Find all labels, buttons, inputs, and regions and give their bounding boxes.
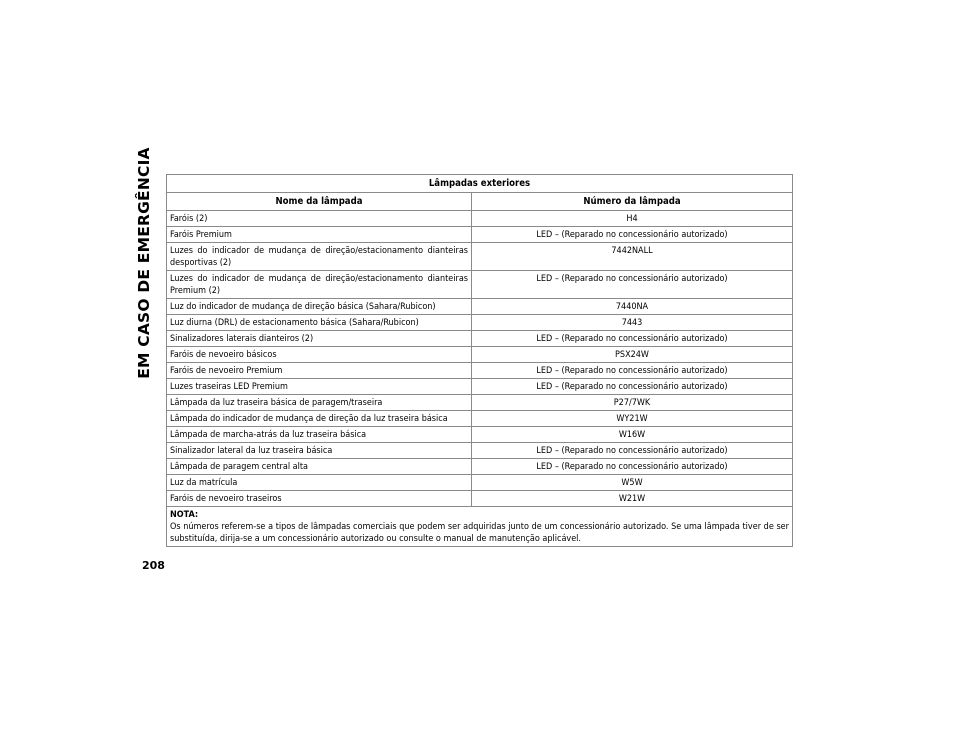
table-row — [167, 443, 793, 459]
lamp-name: Faróis de nevoeiro Premium — [167, 363, 472, 379]
lamp-number: 7440NA — [472, 299, 793, 315]
table-row — [167, 395, 793, 411]
lamp-number: LED – (Reparado no concessionário autorizado) — [472, 379, 793, 395]
lamp-name: Faróis (2) — [167, 211, 472, 227]
table-row — [167, 411, 793, 427]
lamp-number: W21W — [472, 491, 793, 507]
lamp-name: Luz diurna (DRL) de estacionamento básica (Sahara/Rubicon) — [167, 315, 472, 331]
lamp-name: Lâmpada do indicador de mudança de direção da luz traseira básica — [167, 411, 472, 427]
lamp-number: LED – (Reparado no concessionário autorizado) — [472, 331, 793, 347]
lamp-number: LED – (Reparado no concessionário autorizado) — [472, 443, 793, 459]
table-row — [167, 243, 793, 271]
lamp-number: 7442NALL — [472, 243, 793, 271]
header-lamp-number: Número da lâmpada — [472, 193, 793, 211]
page-number: 208 — [142, 559, 165, 572]
lamp-number: W5W — [472, 475, 793, 491]
table-row — [167, 363, 793, 379]
table-row — [167, 211, 793, 227]
lamp-name: Luzes do indicador de mudança de direção/estacionamento dianteiras Premium (2) — [167, 271, 472, 299]
note-cell — [167, 507, 793, 547]
section-side-title-text: EM CASO DE EMERGÊNCIA — [135, 147, 153, 379]
lamp-number: H4 — [472, 211, 793, 227]
lamp-number: W16W — [472, 427, 793, 443]
table-row — [167, 331, 793, 347]
lamp-name: Lâmpada de paragem central alta — [167, 459, 472, 475]
lamp-name: Luz da matrícula — [167, 475, 472, 491]
note-row — [167, 507, 793, 547]
lamp-name: Lâmpada de marcha-atrás da luz traseira básica — [167, 427, 472, 443]
lamp-number: LED – (Reparado no concessionário autorizado) — [472, 363, 793, 379]
header-lamp-name: Nome da lâmpada — [167, 193, 472, 211]
lamp-name: Luzes do indicador de mudança de direção/estacionamento dianteiras desportivas (2) — [167, 243, 472, 271]
lamp-name: Sinalizador lateral da luz traseira básica — [167, 443, 472, 459]
lamp-name: Lâmpada da luz traseira básica de paragem/traseira — [167, 395, 472, 411]
table-header-row — [167, 193, 793, 211]
table-title: Lâmpadas exteriores — [167, 175, 793, 193]
lamp-name: Luzes traseiras LED Premium — [167, 379, 472, 395]
lamp-name: Faróis de nevoeiro traseiros — [167, 491, 472, 507]
table-row — [167, 315, 793, 331]
lamp-number: WY21W — [472, 411, 793, 427]
note-label: NOTA: — [170, 510, 199, 520]
lamp-number: LED – (Reparado no concessionário autorizado) — [472, 227, 793, 243]
lamp-number: P27/7WK — [472, 395, 793, 411]
table-row — [167, 227, 793, 243]
exterior-lamps-table — [166, 174, 793, 547]
lamp-number: PSX24W — [472, 347, 793, 363]
lamp-name: Faróis de nevoeiro básicos — [167, 347, 472, 363]
table-row — [167, 379, 793, 395]
lamp-name: Faróis Premium — [167, 227, 472, 243]
note-text: Os números referem-se a tipos de lâmpadas comerciais que podem ser adquiridas junto de um concessionário autorizado. Se uma lâmpada tiver de ser substituída, dirija-se a um concessionário autorizado ou consulte o manual de manutenção aplicável. — [170, 522, 789, 544]
lamp-number: LED – (Reparado no concessionário autorizado) — [472, 271, 793, 299]
table-row — [167, 347, 793, 363]
lamp-number: 7443 — [472, 315, 793, 331]
lamp-name: Sinalizadores laterais dianteiros (2) — [167, 331, 472, 347]
lamp-name: Luz do indicador de mudança de direção básica (Sahara/Rubicon) — [167, 299, 472, 315]
table-row — [167, 427, 793, 443]
table-row — [167, 475, 793, 491]
table-row — [167, 271, 793, 299]
table-row — [167, 491, 793, 507]
table-title-row — [167, 175, 793, 193]
table-row — [167, 459, 793, 475]
table-row — [167, 299, 793, 315]
lamp-number: LED – (Reparado no concessionário autorizado) — [472, 459, 793, 475]
table-body — [167, 211, 793, 547]
